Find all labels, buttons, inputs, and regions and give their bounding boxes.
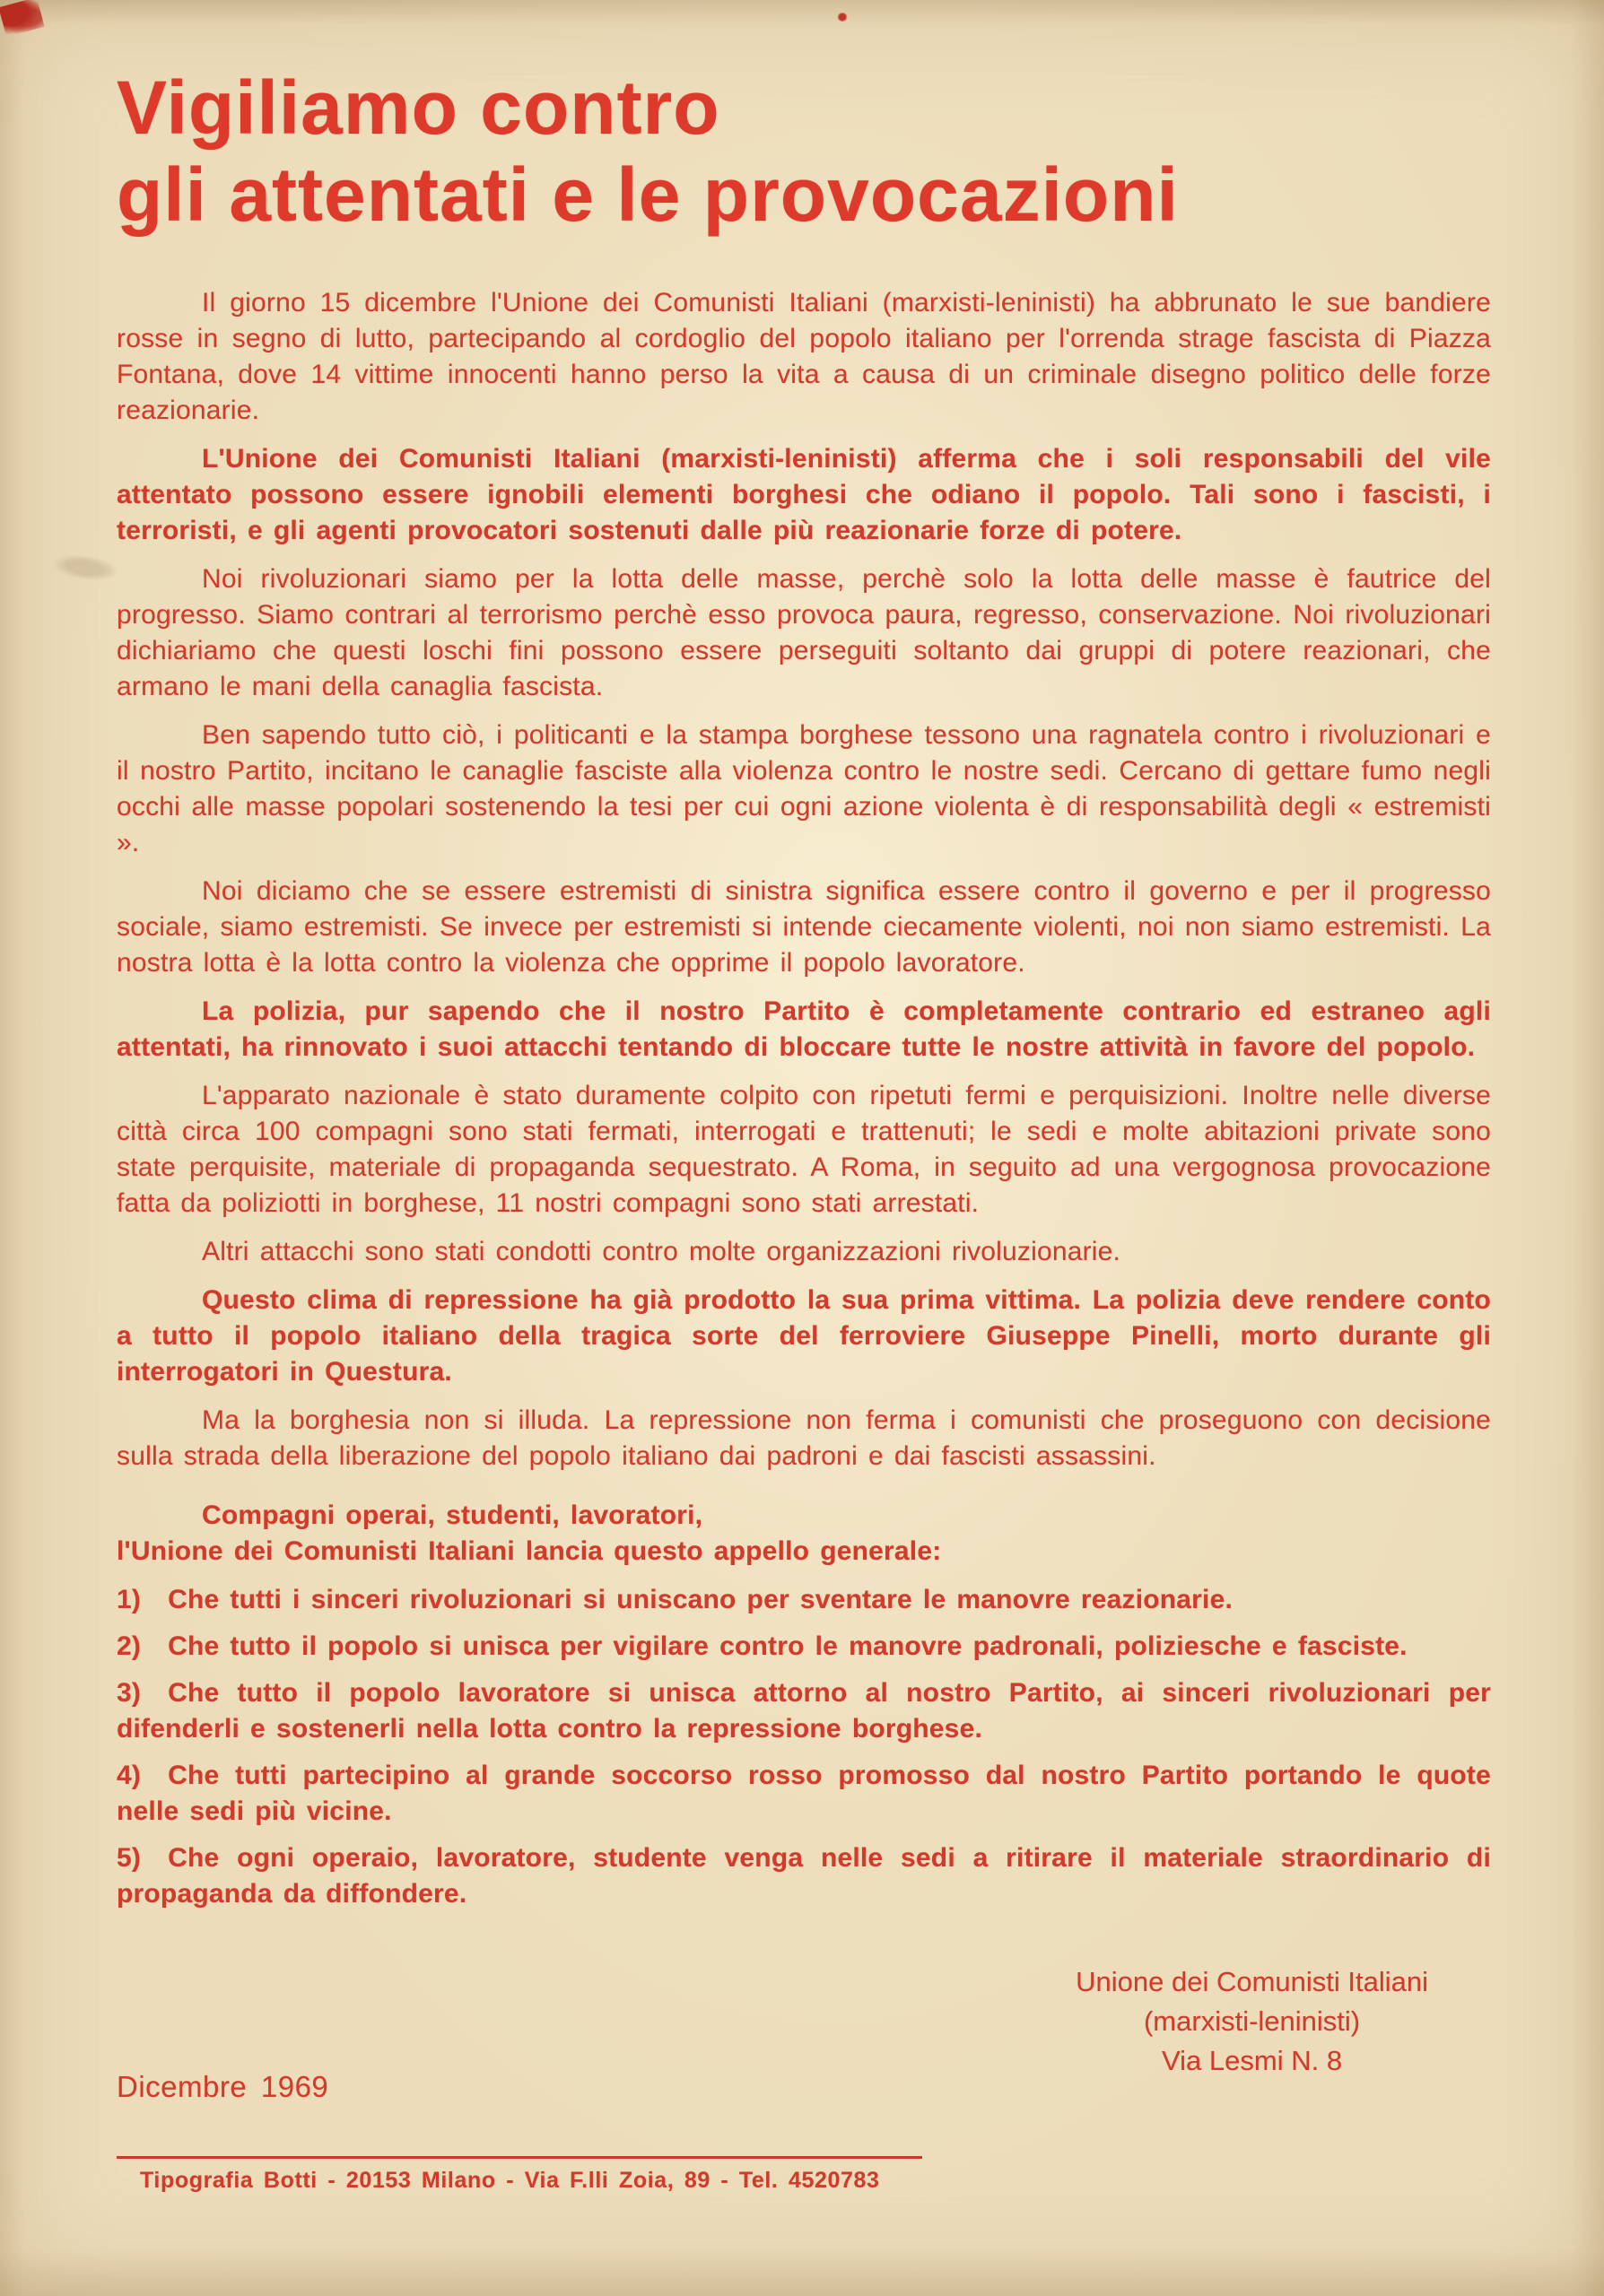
appeal-line-1: Compagni operai, studenti, lavoratori, — [202, 1500, 703, 1530]
ink-speck — [837, 13, 848, 22]
paragraph-extremists: Noi diciamo che se essere estremisti di sinistra significa essere contro il governo e per il progresso sociale, siamo estremisti. Se invece per estremisti si intende ciecamente violenti, noi non siamo estremisti. La nostra lotta è la lotta contro la violenza che opprime il popolo lavoratore. — [117, 876, 1491, 978]
flyer-title — [117, 65, 1491, 239]
paragraph-mass-struggle: Noi rivoluzionari siamo per la lotta delle masse, perchè solo la lotta delle masse è fautrice del progresso. Siamo contrari al terrorismo perchè esso provoca paura, regresso, conservazione. Noi rivoluzionari dichiariamo che questi loschi fini possono essere perseguiti soltanto dai gruppi di potere reazionari, che armano le mani della canaglia fascista. — [117, 564, 1491, 701]
item-text: Che tutti i sinceri rivoluzionari si uniscano per sventare le manovre reazionarie. — [168, 1585, 1234, 1614]
item-number: 2) — [117, 1631, 142, 1661]
paragraph-other-attacks: Altri attacchi sono stati condotti contro molte organizzazioni rivoluzionarie. — [202, 1237, 1121, 1266]
paper-stain — [53, 552, 118, 583]
date: Dicembre 1969 — [117, 2070, 329, 2103]
signature-row — [117, 1962, 1491, 2108]
item-text: Che ogni operaio, lavoratore, studente venga nelle sedi a ritirare il materiale straordinario di propaganda da diffondere. — [117, 1843, 1491, 1909]
item-text: Che tutto il popolo lavoratore si unisca attorno al nostro Partito, ai sinceri rivoluzionari per difenderli e sostenerli nella lotta contro la repressione borghese. — [117, 1678, 1491, 1744]
paragraph-mourning: Il giorno 15 dicembre l'Unione dei Comunisti Italiani (marxisti-leninisti) ha abbrunato le sue bandiere rosse in segno di lutto, partecipando al cordoglio del popolo italiano per l'orrenda strage fascista di Piazza Fontana, dove 14 vittime innocenti hanno perso la vita a causa di un criminale disegno politico delle forze reazionarie. — [117, 288, 1491, 425]
signature-sub: (marxisti-leninisti) — [1143, 2005, 1361, 2037]
paragraph-press-web: Ben sapendo tutto ciò, i politicanti e la stampa borghese tessono una ragnatela contro i rivoluzionari e il nostro Partito, incitano le canaglie fasciste alla violenza contro le nostre sedi. Cercano di gettare fumo negli occhi alle masse popolari sostenendo la tesi per cui ogni azione violenta è di responsabilità degli « estremisti ». — [117, 720, 1491, 857]
title-line-1: Vigiliamo contro — [117, 65, 720, 150]
paragraph-responsibility: L'Unione dei Comunisti Italiani (marxisti-leninisti) afferma che i soli responsabili del vile attentato possono essere ignobili elementi borghesi che odiano il popolo. Tali sono i fascisti, i terroristi, e gli agenti provocatori sostenuti dalle più reazionarie forze di potere. — [117, 444, 1491, 545]
paragraph-repression-details: L'apparato nazionale è stato duramente colpito con ripetuti fermi e perquisizioni. Inoltre nelle diverse città circa 100 compagni sono stati fermati, interrogati e trattenuti; le sedi e molte abitazioni private sono state perquisite, materiale di propaganda sequestrato. A Roma, in seguito ad una vergognosa provocazione fatta da poliziotti in borghese, 11 nostri compagni sono stati arrestati. — [117, 1081, 1491, 1218]
appeal-item-1 — [117, 1582, 1491, 1618]
flyer-content — [117, 65, 1491, 2194]
appeal-item-5 — [117, 1840, 1491, 1912]
appeal-line-2: l'Unione dei Comunisti Italiani lancia questo appello generale: — [117, 1536, 942, 1566]
item-text: Che tutto il popolo si unisca per vigilare contro le manovre padronali, poliziesche e fasciste. — [168, 1631, 1408, 1661]
appeal-header — [117, 1498, 1491, 1570]
paragraph-pinelli: Questo clima di repressione ha già prodotto la sua prima vittima. La polizia deve rendere conto a tutto il popolo italiano della tragica sorte del ferroviere Giuseppe Pinelli, morto durante gli interrogatori in Questura. — [117, 1285, 1491, 1387]
ink-smudge — [0, 0, 45, 37]
printer-credit: Tipografia Botti - 20153 Milano - Via F.lli Zoia, 89 - Tel. 4520783 — [117, 2156, 922, 2194]
item-number: 3) — [117, 1678, 142, 1708]
signature-block — [1076, 1962, 1428, 2081]
appeal-item-3 — [117, 1675, 1491, 1747]
item-number: 5) — [117, 1843, 142, 1873]
appeal-item-4 — [117, 1758, 1491, 1830]
item-number: 4) — [117, 1761, 142, 1790]
item-number: 1) — [117, 1585, 142, 1614]
paragraph-bourgeoisie: Ma la borghesia non si illuda. La repressione non ferma i comunisti che proseguono con decisione sulla strada della liberazione del popolo italiano dai padroni e dai fascisti assassini. — [117, 1405, 1491, 1471]
item-text: Che tutti partecipino al grande soccorso rosso promosso dal nostro Partito portando le quote nelle sedi più vicine. — [117, 1761, 1491, 1826]
signature-address: Via Lesmi N. 8 — [1162, 2045, 1343, 2076]
title-line-2: gli attentati e le provocazioni — [117, 152, 1179, 237]
paragraph-police: La polizia, pur sapendo che il nostro Partito è completamente contrario ed estraneo agli attentati, ha rinnovato i suoi attacchi tentando di bloccare tutte le nostre attività in favore del popolo. — [117, 996, 1491, 1062]
signature-org: Unione dei Comunisti Italiani — [1076, 1966, 1428, 1997]
appeal-item-2 — [117, 1629, 1491, 1665]
